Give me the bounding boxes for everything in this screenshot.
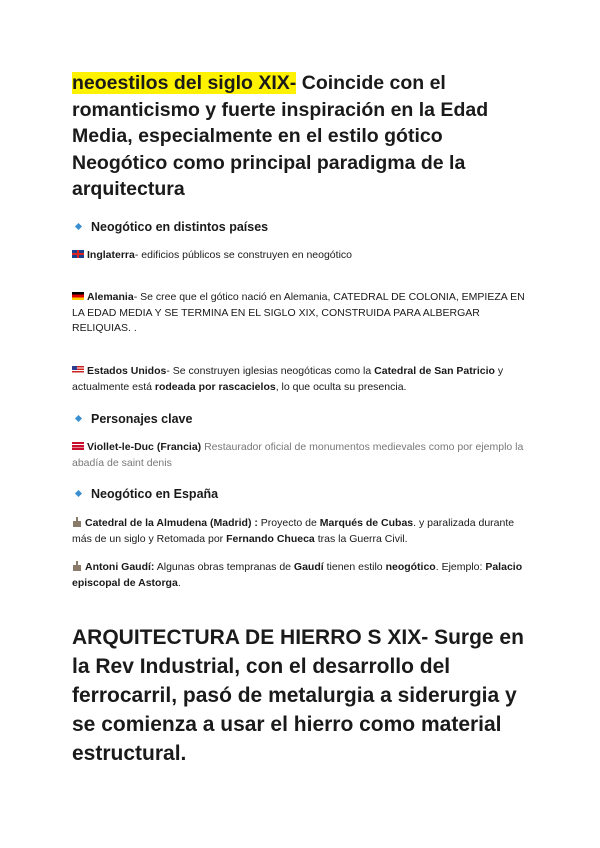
paragraph-text: - Se construyen iglesias neogóticas como la: [166, 365, 375, 377]
paragraph-text: - edificios públicos se construyen en neogótico: [134, 249, 352, 261]
paragraph-gaudi: [72, 560, 532, 591]
person-name: Antoni Gaudí:: [85, 561, 155, 573]
bold-text: Fernando Chueca: [226, 532, 315, 545]
paragraph-text: Proyecto de: [257, 517, 320, 529]
diamond-bullet-icon: [75, 223, 82, 230]
paragraph-alemania: [72, 290, 532, 337]
bold-text: rodeada por rascacielos: [154, 380, 276, 393]
paragraph-text: - Se cree que el gótico nació en Alemania, CATEDRAL DE COLONIA, EMPIEZA EN LA EDAD MEDIA Y SE TERMINA EN EL SIGLO XIX, CONSTRUIDA PARA ALBERGAR RELIQUIAS. .: [72, 291, 525, 334]
church-icon: [72, 517, 82, 527]
bullet-label: Neogótico en distintos países: [91, 220, 269, 234]
paragraph-text: . Ejemplo:: [435, 561, 486, 573]
paragraph-text: y actualmente está: [72, 365, 504, 393]
section-heading-neoestilos: [72, 70, 542, 203]
bullet-personajes-clave: [76, 412, 192, 426]
paragraph-estados-unidos: [72, 364, 532, 395]
paragraph-viollet-le-duc: [72, 440, 532, 471]
building-name: Catedral de la Almudena (Madrid) :: [85, 517, 258, 529]
heading-title: ARQUITECTURA DE HIERRO S XIX-: [72, 626, 429, 649]
germany-flag-icon: [72, 292, 84, 300]
bold-text: Gaudí: [293, 561, 324, 573]
country-name: Estados Unidos: [87, 365, 167, 377]
church-icon: [72, 561, 82, 571]
paragraph-text: Algunas obras tempranas de: [154, 561, 294, 573]
bold-text: neogótico: [385, 561, 436, 573]
bullet-neogotico-paises: [76, 220, 268, 234]
paragraph-text: Restaurador oficial de monumentos medievales como por ejemplo la abadía de saint denis: [72, 441, 524, 469]
paragraph-text: .: [177, 576, 181, 589]
heading-text: Surge en la Rev Industrial, con el desarrollo del ferrocarril, pasó de metalurgia a siderurgia y se comienza a usar el hierro como material estructural.: [72, 626, 524, 765]
bold-text: Marqués de Cubas: [319, 517, 414, 529]
highlighted-title: neoestilos del siglo XIX-: [72, 72, 297, 94]
bullet-label: Neogótico en España: [91, 487, 219, 501]
bullet-label: Personajes clave: [91, 412, 193, 426]
diamond-bullet-icon: [75, 490, 82, 497]
diamond-bullet-icon: [75, 415, 82, 422]
paragraph-text: tras la Guerra Civil.: [314, 532, 408, 545]
uk-flag-icon: [72, 250, 84, 258]
bold-text: Palacio episcopal de Astorga: [72, 561, 523, 589]
country-name: Inglaterra: [87, 249, 135, 261]
heading-text: Coincide con el romanticismo y fuerte inspiración en la Edad Media, especialmente en el estilo gótico Neogótico como principal paradigma de la arquitectura: [72, 72, 489, 200]
bold-text: Catedral de San Patricio: [374, 365, 495, 377]
france-flag-icon: [72, 442, 84, 450]
person-name: Viollet-le-Duc (Francia): [87, 441, 202, 453]
paragraph-almudena: [72, 516, 532, 547]
us-flag-icon: [72, 366, 84, 374]
paragraph-text: . y paralizada durante más de un siglo y Retomada por: [72, 517, 515, 545]
paragraph-text: tienen estilo: [323, 561, 386, 573]
country-name: Alemania: [87, 291, 134, 303]
paragraph-text: , lo que oculta su presencia.: [275, 380, 407, 393]
bullet-neogotico-espana: [76, 487, 218, 501]
paragraph-inglaterra: [72, 248, 532, 264]
section-heading-hierro: [72, 623, 542, 768]
